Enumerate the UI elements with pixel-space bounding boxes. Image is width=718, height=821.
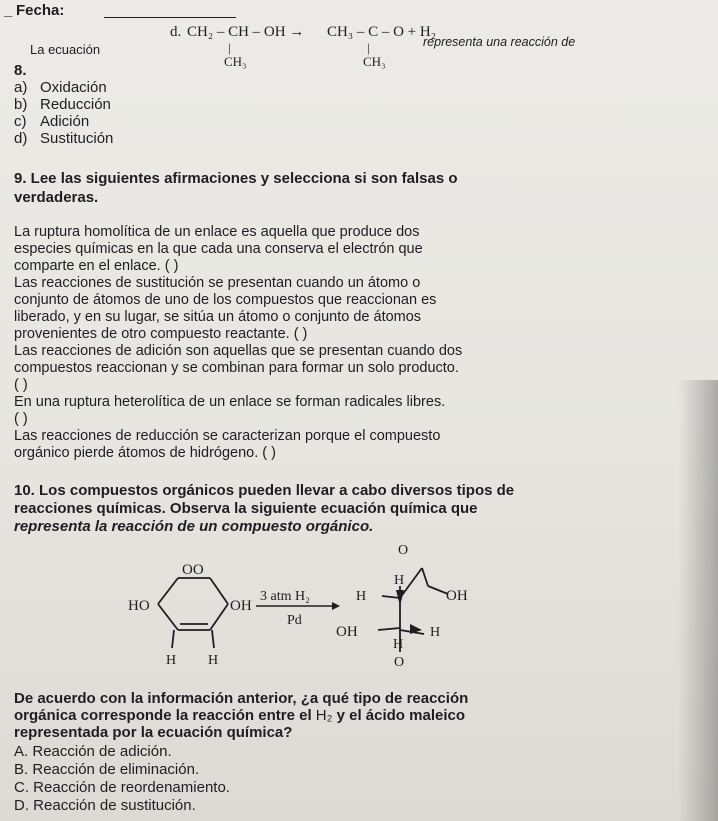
q10-title-line1: 10. Los compuestos orgánicos pueden llevar a cabo diversos tipos de	[14, 482, 515, 499]
q8-reactant: CH₂ – CH – OH →	[187, 24, 305, 40]
product-oh-right: OH	[446, 588, 468, 604]
q8-option-b-letter: b)	[14, 96, 28, 113]
q10-option-a-text: Reacción de adición.	[32, 743, 172, 760]
reactant-oo: OO	[182, 562, 204, 578]
page-edge-shadow	[678, 380, 718, 821]
q8-option-b-text: Reducción	[40, 96, 111, 113]
q10-option-b[interactable]	[14, 761, 199, 778]
maleic-acid-hydrogenation-diagram	[110, 538, 510, 668]
q9-line-6: liberado, y en su lugar, se sitúa un átomo o conjunto de átomos	[14, 309, 422, 325]
reactant-h1: H	[166, 653, 177, 668]
dash-mark: _	[4, 2, 13, 19]
q8-option-b[interactable]	[14, 96, 111, 113]
q10-question-line2-pre: orgánica corresponde la reacción entre el	[14, 707, 316, 724]
q8-option-c-letter: c)	[14, 113, 27, 130]
q9-line-13: Las reacciones de reducción se caracterizan porque el compuesto	[14, 428, 441, 444]
q9-line-4: Las reacciones de sustitución se presentan cuando un átomo o	[14, 275, 421, 291]
q8-product-bond: |	[367, 40, 370, 55]
q8-number: 8.	[14, 62, 27, 79]
q10-question-line2	[14, 707, 465, 724]
q10-option-c[interactable]	[14, 779, 230, 796]
product-h-bottom: H	[393, 637, 404, 652]
q10-question-line2-post: y el ácido maleico	[332, 707, 465, 724]
q9-line-10[interactable]: ( )	[14, 377, 28, 393]
q8-option-a-text: Oxidación	[40, 79, 107, 96]
q10-option-b-text: Reacción de eliminación.	[32, 761, 200, 778]
conditions-bottom: Pd	[287, 613, 302, 628]
q10-option-b-letter: B.	[14, 761, 29, 778]
q8-option-d[interactable]	[14, 130, 113, 147]
q8-option-d-letter: d)	[14, 130, 28, 147]
reactant-structure	[158, 578, 228, 648]
q8-tail: representa una reacción de	[423, 35, 576, 49]
q8-product-branch: CH₃	[363, 54, 386, 69]
q9-line-5: conjunto de átomos de uno de los compuestos que reaccionan es	[14, 292, 437, 308]
product-h-top: H	[394, 573, 405, 588]
q9-line-7[interactable]: provenientes de otro compuesto reactante. ( )	[14, 326, 308, 342]
q10-option-d[interactable]	[14, 797, 196, 814]
fecha-label: Fecha:	[16, 2, 65, 19]
q9-line-14[interactable]: orgánico pierde átomos de hidrógeno. ( )	[14, 445, 276, 461]
q10-option-c-text: Reacción de reordenamiento.	[33, 779, 230, 796]
fecha-line[interactable]	[104, 17, 236, 18]
q8-item-letter: d.	[170, 24, 182, 40]
q10-question-line3: representada por la ecuación química?	[14, 724, 293, 741]
reactant-ho: HO	[128, 598, 150, 614]
q10-option-d-letter: D.	[14, 797, 29, 814]
q9-title-line2: verdaderas.	[14, 189, 99, 206]
q8-option-a[interactable]	[14, 79, 107, 96]
q10-question-line1: De acuerdo con la información anterior, ¿a qué tipo de reacción	[14, 690, 469, 707]
reactant-h2: H	[208, 653, 219, 668]
product-oh-left: OH	[336, 624, 358, 640]
q8-option-c[interactable]	[14, 113, 89, 130]
q9-title-line1: 9. Lee las siguientes afirmaciones y selecciona si son falsas o	[14, 170, 458, 187]
q9-line-2: especies químicas en la que cada una conserva el electrón que	[14, 241, 423, 257]
q10-option-c-letter: C.	[14, 779, 29, 796]
q9-line-12[interactable]: ( )	[14, 411, 28, 427]
q10-option-a[interactable]	[14, 743, 172, 760]
q10-option-d-text: Reacción de sustitución.	[33, 797, 196, 814]
product-bottom-o: O	[394, 655, 405, 668]
q8-option-c-text: Adición	[40, 113, 90, 130]
q10-question-h2: H₂	[315, 707, 333, 724]
q9-line-3[interactable]: comparte en el enlace. ( )	[14, 258, 179, 274]
q8-reactant-bond: |	[228, 40, 231, 55]
reactant-oh: OH	[230, 598, 252, 614]
q8-option-d-text: Sustitución	[40, 130, 114, 147]
q8-product: CH₃ – C – O + H₂	[327, 24, 436, 40]
q9-line-9: compuestos reaccionan y se combinan para formar un solo producto.	[14, 360, 459, 376]
q8-reactant-branch: CH₃	[224, 54, 247, 69]
reaction-arrow-head	[332, 602, 340, 610]
q9-line-1: La ruptura homolítica de un enlace es aquella que produce dos	[14, 224, 420, 240]
product-h-right: H	[430, 625, 441, 640]
q9-line-11: En una ruptura heterolítica de un enlace se forman radicales libres.	[14, 394, 446, 410]
product-h-left: H	[356, 589, 367, 604]
product-top-o: O	[398, 543, 409, 558]
q8-intro: La ecuación	[30, 42, 101, 57]
q9-line-8: Las reacciones de adición son aquellas que se presentan cuando dos	[14, 343, 463, 359]
q10-option-a-letter: A.	[14, 743, 29, 760]
conditions-top: 3 atm H₂	[260, 589, 310, 604]
q10-title-line2: reacciones químicas. Observa la siguiente ecuación química que	[14, 500, 478, 517]
q8-option-a-letter: a)	[14, 79, 28, 96]
q10-title-line3: representa la reacción de un compuesto orgánico.	[14, 518, 374, 535]
